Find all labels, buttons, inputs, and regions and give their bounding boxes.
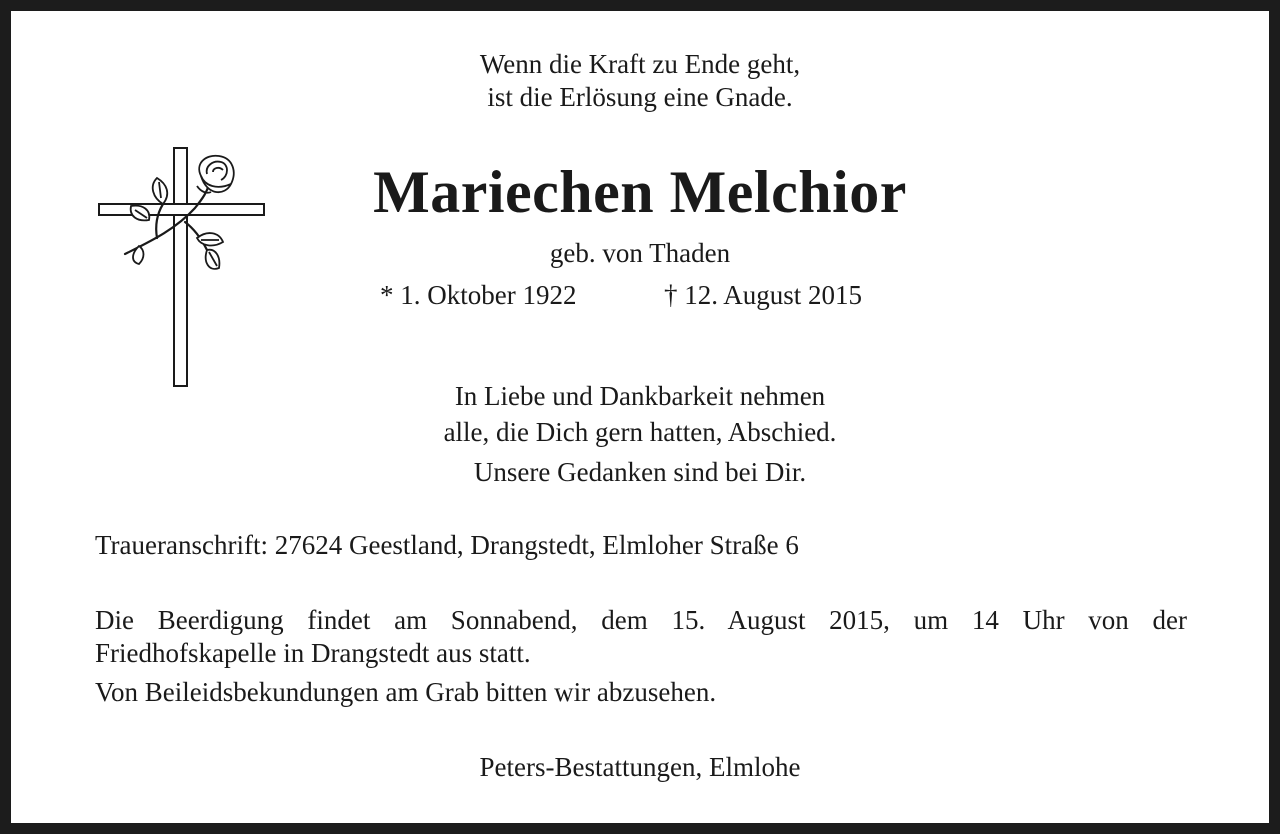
- funeral-line-1: Die Beerdigung findet am Sonnabend, dem 15. August 2015, um 14 Uhr von der: [95, 605, 1187, 635]
- mourning-address: Traueranschrift: 27624 Geestland, Drangstedt, Elmloher Straße 6: [95, 530, 799, 560]
- farewell-text: [0, 378, 1280, 450]
- born-name: geb. von Thaden: [549, 238, 731, 268]
- birth-date: * 1. Oktober 1922: [380, 280, 577, 310]
- condolence-note: Von Beileidsbekundungen am Grab bitten wir abzusehen.: [95, 677, 717, 707]
- funeral-line-2: Friedhofskapelle in Drangstedt aus statt.: [95, 638, 531, 668]
- motto: [0, 48, 1280, 114]
- death-date: † 12. August 2015: [664, 280, 863, 310]
- farewell-line-1: In Liebe und Dankbarkeit nehmen: [454, 381, 826, 411]
- farewell-line-3: Unsere Gedanken sind bei Dir.: [473, 457, 807, 487]
- motto-line-1: Wenn die Kraft zu Ende geht,: [479, 49, 801, 79]
- funeral-notice: [95, 604, 1187, 670]
- deceased-name: Mariechen Melchior: [373, 159, 907, 225]
- farewell-line-2: alle, die Dich gern hatten, Abschied.: [443, 417, 837, 447]
- undertaker: Peters-Bestattungen, Elmlohe: [479, 752, 801, 782]
- motto-line-2: ist die Erlösung eine Gnade.: [487, 82, 793, 112]
